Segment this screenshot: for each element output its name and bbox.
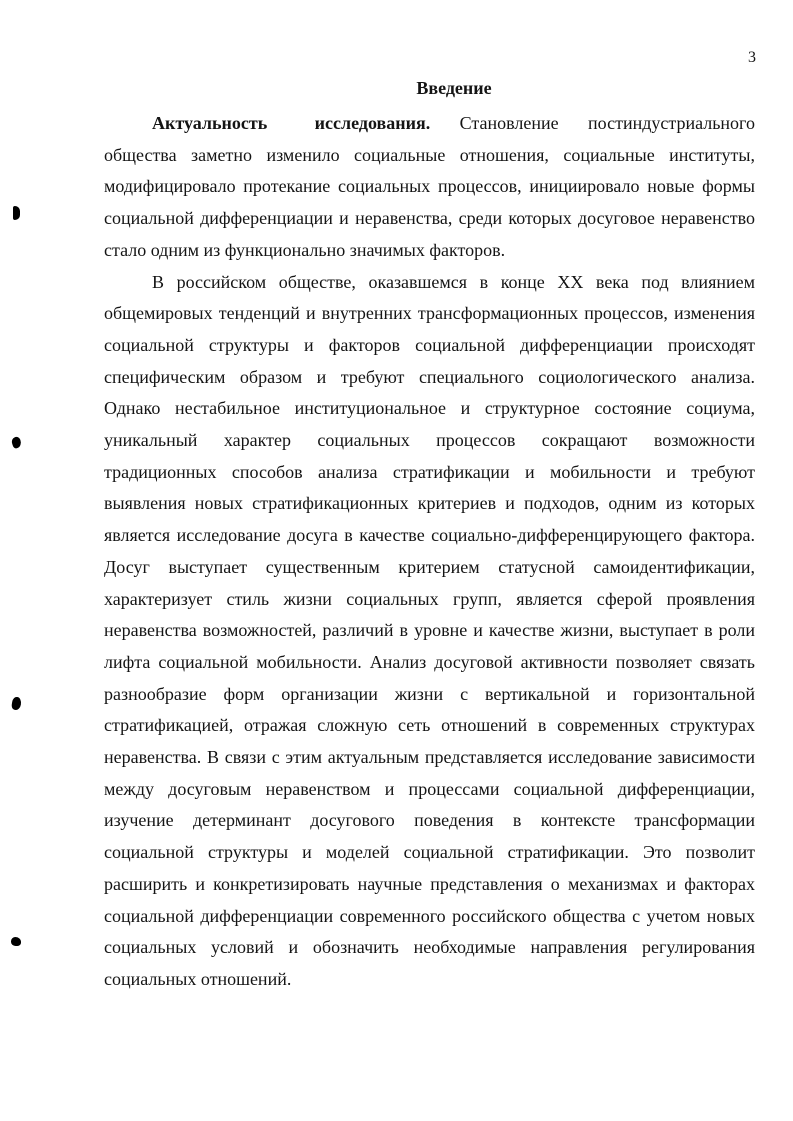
binding-hole-mark xyxy=(11,696,22,710)
paragraph-1-text: Становление постиндустриального общества заметно изменило социальные отношения, социальные институты, модифицировало протекание социальных процессов, инициировало новые формы социальной дифференциации и неравенства, среди которых досуговое неравенство стало одним из функционально значимых факторов. xyxy=(104,113,755,260)
binding-hole-mark xyxy=(10,436,22,449)
binding-hole-mark xyxy=(13,206,20,220)
page-number: 3 xyxy=(748,49,756,66)
binding-hole-mark xyxy=(11,937,21,946)
page-title: Введение xyxy=(416,78,492,98)
paragraph-lead: Актуальность исследования. xyxy=(152,113,431,133)
paragraph-2: В российском обществе, оказавшемся в конце XX века под влиянием общемировых тенденций и внутренних трансформационных процессов, изменения социальной структуры и факторов социальной дифференциации происходят специфическим образом и требуют специального социологического анализа. Однако нестабильное институциональное и структурное состояние социума, уникальный характер социальных процессов сокращают возможности традиционных способов анализа стратификации и мобильности и требуют выявления новых стратификационных критериев и подходов, одним из которых является исследование досуга в качестве социально-дифференцирующего фактора. Досуг выступает существенным критерием статусной самоидентификации, характеризует стиль жизни социальных групп, является сферой проявления неравенства возможностей, различий в уровне и качестве жизни, выступает в роли лифта социальной мобильности. Анализ досуговой активности позволяет связать разнообразие форм организации жизни с вертикальной и горизонтальной стратификацией, отражая сложную сеть отношений в современных структурах неравенства. В связи с этим актуальным представляется исследование зависимости между досуговым неравенством и процессами социальной дифференциации, изучение детерминант досугового поведения в контексте трансформации социальной структуры и моделей социальной стратификации. Это позволит расширить и конкретизировать научные представления о механизмах и факторах социальной дифференциации современного российского общества с учетом новых социальных условий и обозначить необходимые направления регулирования социальных отношений. xyxy=(104,271,755,989)
paragraph-1 xyxy=(104,108,755,267)
document-body xyxy=(104,108,755,996)
